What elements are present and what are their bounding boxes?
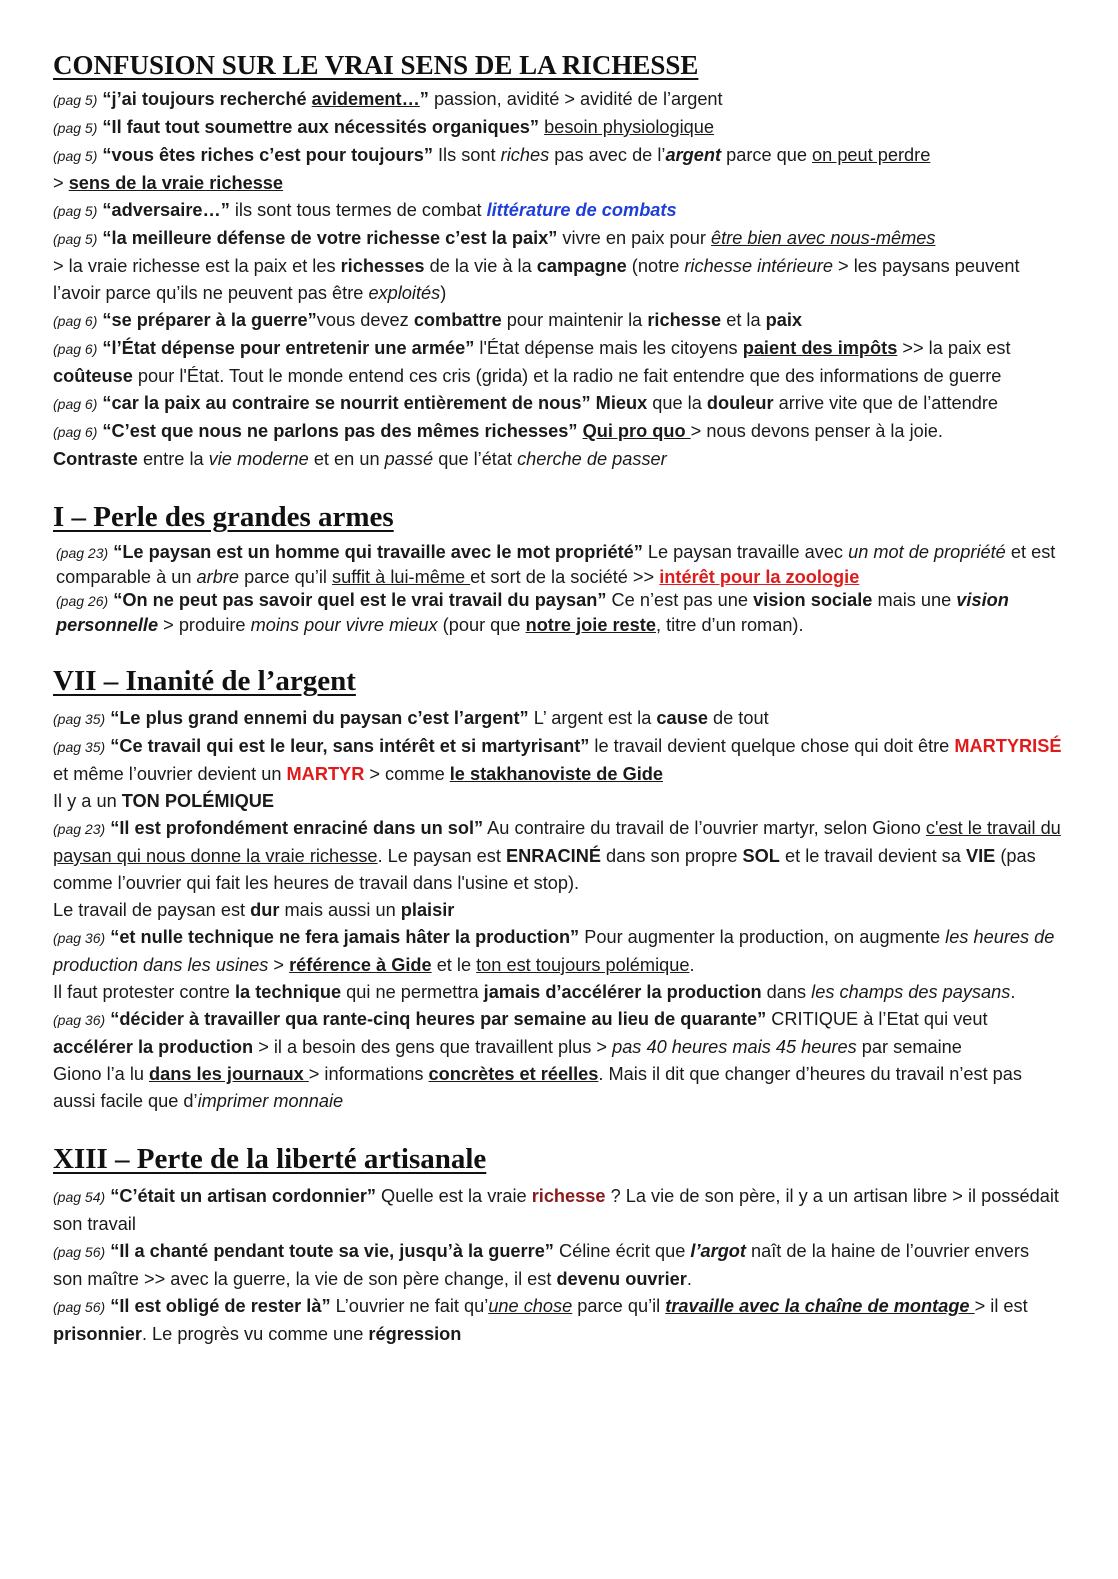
- note-line: (pag 5) “adversaire…” ils sont tous termes de combat littérature de combats: [53, 200, 677, 220]
- note-line: (pag 56) “Il est obligé de rester là” L’ouvrier ne fait qu’une chose parce qu’il travaille avec la chaîne de montage > il est prisonnier. Le progrès vu comme une régression: [53, 1296, 1028, 1344]
- section-perle-grandes-armes: [53, 499, 1063, 637]
- note-line: (pag 23) “Le paysan est un homme qui travaille avec le mot propriété” Le paysan travaille avec un mot de propriété et est comparable à un arbre parce qu’il suffit à lui-même et sort de la société >> intérêt pour la zoologie: [56, 542, 1056, 587]
- note-line: Il y a un TON POLÉMIQUE: [53, 791, 274, 811]
- note-line: (pag 36) “et nulle technique ne fera jamais hâter la production” Pour augmenter la production, on augmente les heures de production dans les usines > référence à Gide et le ton est toujours polémique.: [53, 927, 1055, 975]
- note-line: (pag 6) “l’État dépense pour entretenir une armée” l'État dépense mais les citoyens paient des impôts >> la paix est coûteuse pour l'État. Tout le monde entend ces cris (grida) et la radio ne fait entendre que des informations de guerre: [53, 338, 1011, 386]
- note-line: Il faut protester contre la technique qui ne permettra jamais d’accélérer la production dans les champs des paysans.: [53, 982, 1016, 1002]
- section-title: I – Perle des grandes armes: [53, 501, 394, 533]
- section-confusion-richesse: [53, 48, 1063, 473]
- note-line: (pag 26) “On ne peut pas savoir quel est le vrai travail du paysan” Ce n’est pas une vision sociale mais une vision personnelle > produire moins pour vivre mieux (pour que notre joie reste, titre d’un roman).: [56, 590, 1009, 635]
- note-line: (pag 35) “Ce travail qui est le leur, sans intérêt et si martyrisant” le travail devient quelque chose qui doit être MARTYRISÉ et même l’ouvrier devient un MARTYR > comme le stakhanoviste de Gide: [53, 736, 1062, 784]
- note-line: (pag 54) “C’était un artisan cordonnier” Quelle est la vraie richesse ? La vie de son père, il y a un artisan libre > il possédait son travail: [53, 1186, 1059, 1234]
- note-line: (pag 6) “se préparer à la guerre”vous devez combattre pour maintenir la richesse et la paix: [53, 310, 803, 330]
- section-perte-liberte-artisanale: [53, 1141, 1063, 1348]
- section-title: VII – Inanité de l’argent: [53, 665, 356, 697]
- note-line: (pag 5) “la meilleure défense de votre richesse c’est la paix” vivre en paix pour être bien avec nous-mêmes > la vraie richesse est la paix et les richesses de la vie à la campagne (notre richesse intérieure > les paysans peuvent l’avoir parce qu’ils ne peuvent pas être exploités): [53, 228, 1020, 303]
- note-line: (pag 6) “car la paix au contraire se nourrit entièrement de nous” Mieux que la douleur arrive vite que de l’attendre: [53, 393, 999, 413]
- section-title: XIII – Perte de la liberté artisanale: [53, 1143, 487, 1175]
- note-line: Giono l’a lu dans les journaux > informations concrètes et réelles. Mais il dit que changer d’heures du travail n’est pas aussi facile que d’imprimer monnaie: [53, 1064, 1023, 1111]
- note-line: (pag 6) “C’est que nous ne parlons pas des mêmes richesses” Qui pro quo > nous devons penser à la joie.: [53, 421, 943, 441]
- note-line: (pag 36) “décider à travailler qua rante-cinq heures par semaine au lieu de quarante” CRITIQUE à l’Etat qui veut accélérer la production > il a besoin des gens que travaillent plus > pas 40 heures mais 45 heures par semaine: [53, 1009, 988, 1057]
- note-line: (pag 23) “Il est profondément enraciné dans un sol” Au contraire du travail de l’ouvrier martyr, selon Giono c'est le travail du paysan qui nous donne la vraie richesse. Le paysan est ENRACINÉ dans son propre SOL et le travail devient sa VIE (pas comme l’ouvrier qui fait les heures de travail dans l'usine et stop).: [53, 818, 1061, 893]
- section-inanite-argent: [53, 663, 1063, 1115]
- note-line: (pag 5) “j’ai toujours recherché avidement…” passion, avidité > avidité de l’argent: [53, 89, 723, 109]
- note-line: Le travail de paysan est dur mais aussi un plaisir: [53, 900, 455, 920]
- note-line: (pag 56) “Il a chanté pendant toute sa vie, jusqu’à la guerre” Céline écrit que l’argot naît de la haine de l’ouvrier envers son maître >> avec la guerre, la vie de son père change, il est devenu ouvrier.: [53, 1241, 1030, 1289]
- note-line: (pag 5) “Il faut tout soumettre aux nécessités organiques” besoin physiologique: [53, 117, 714, 137]
- note-line: (pag 35) “Le plus grand ennemi du paysan c’est l’argent” L’ argent est la cause de tout: [53, 708, 769, 728]
- note-line: Contraste entre la vie moderne et en un passé que l’état cherche de passer: [53, 449, 667, 469]
- note-line: (pag 5) “vous êtes riches c’est pour toujours” Ils sont riches pas avec de l’argent parce que on peut perdre > sens de la vraie richesse: [53, 145, 931, 193]
- section-title: CONFUSION SUR LE VRAI SENS DE LA RICHESSE: [53, 50, 699, 80]
- document-page: [53, 48, 1063, 1348]
